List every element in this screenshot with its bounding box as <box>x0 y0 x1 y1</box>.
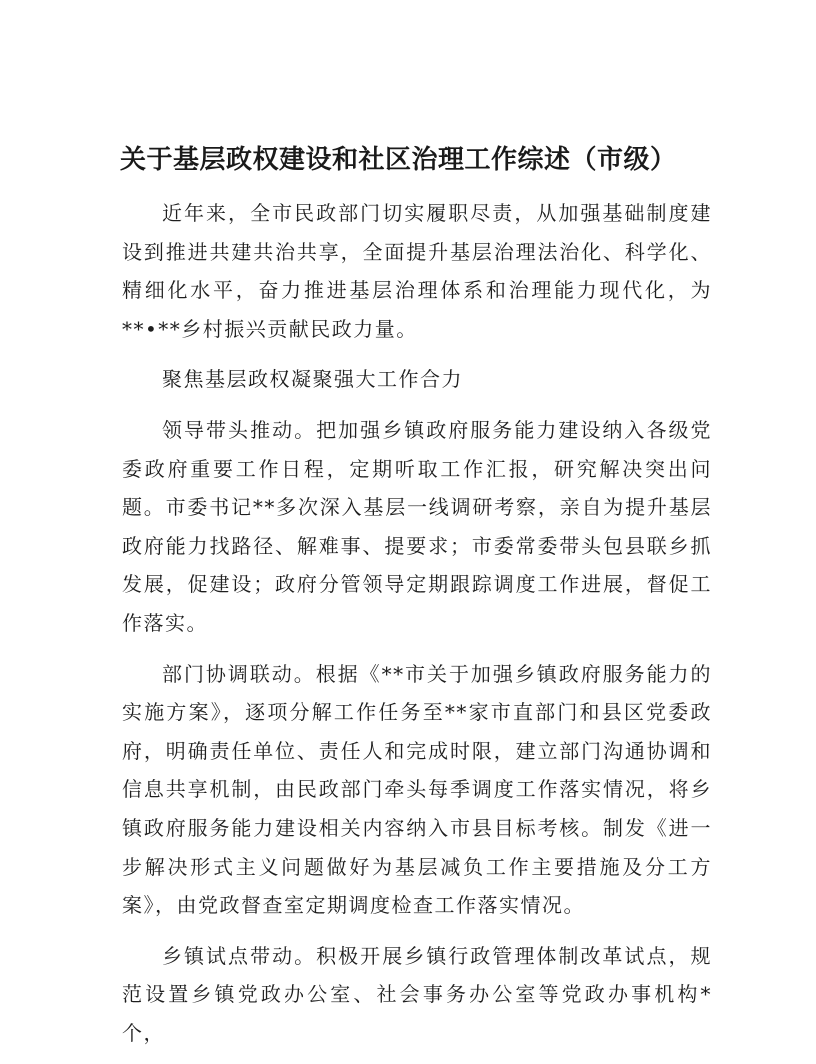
section-heading: 聚焦基层政权凝聚强大工作合力 <box>162 367 463 392</box>
document-title: 关于基层政权建设和社区治理工作综述（市级） <box>120 145 677 175</box>
paragraph-township-pilot: 乡镇试点带动。积极开展乡镇行政管理体制改革试点，规范设置乡镇党政办公室、社会事务办公室等党政办事机构*个， <box>122 943 712 1045</box>
paragraph-department-coordination: 部门协调联动。根据《**市关于加强乡镇政府服务能力的实施方案》，逐项分解工作任务至**家市直部门和县区党委政府，明确责任单位、责任人和完成时限，建立部门沟通协调和信息共享机制，由民政部门牵头每季调度工作落实情况，将乡镇政府服务能力建设相关内容纳入市县目标考核。制发《进一步解决形式主义问题做好为基层减负工作主要措施及分工方案》，由党政督查室定期调度检查工作落实情况。 <box>122 661 712 918</box>
paragraph-intro: 近年来，全市民政部门切实履职尽责，从加强基础制度建设到推进共建共治共享，全面提升基层治理法治化、科学化、精细化水平，奋力推进基层治理体系和治理能力现代化，为**•**乡村振兴贡献民政力量。 <box>122 201 712 341</box>
document-body <box>122 194 712 1064</box>
paragraph-leadership: 领导带头推动。把加强乡镇政府服务能力建设纳入各级党委政府重要工作日程，定期听取工作汇报，研究解决突出问题。市委书记**多次深入基层一线调研考察，亲自为提升基层政府能力找路径、解难事、提要求；市委常委带头包县联乡抓发展，促建设；政府分管领导定期跟踪调度工作进展，督促工作落实。 <box>122 417 712 635</box>
